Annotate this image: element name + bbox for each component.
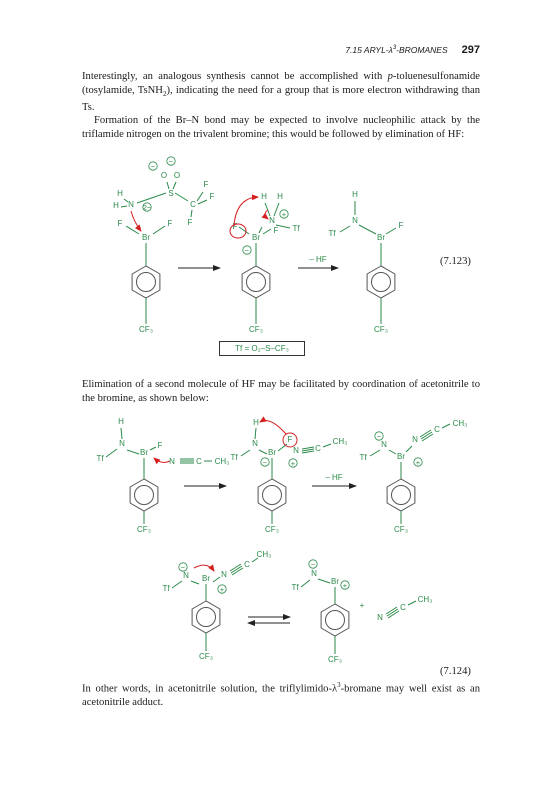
bromine-charge: + [342, 580, 348, 590]
hydrogen-atom: H [352, 190, 358, 199]
bond [213, 577, 220, 582]
cf3-group: CF₃ [328, 655, 342, 664]
bond [386, 228, 396, 234]
aromatic-circle [137, 273, 156, 292]
fluorine-atom: F [209, 192, 215, 201]
hydrogen-atom: H [253, 418, 259, 427]
scheme-7-123 [113, 157, 403, 334]
bond [255, 428, 256, 439]
bond [274, 203, 279, 216]
methyl-group: CH₃ [452, 419, 468, 428]
paragraph-4: In other words, in acetonitrile solution, the triflylimido-$\lambda^3$-bromane may well exist as an acetonitrile adduct. [82, 681, 480, 709]
scheme-7-124 [96, 417, 467, 664]
bond [389, 450, 396, 454]
bond [106, 449, 117, 457]
carbon-atom: C [196, 457, 202, 466]
aromatic-circle [247, 273, 266, 292]
n-to-br-bond-arrow [194, 565, 214, 571]
section-title: 7.15 ARYL-$\lambda^3$-BROMANES [345, 45, 448, 55]
bond [153, 226, 165, 234]
oxygen-charge: − [150, 161, 156, 171]
bromine-charge: − [244, 245, 250, 255]
carbon-atom: C [190, 200, 196, 209]
tf-definition-box: Tf = O₂–S–CF₃ [219, 341, 305, 356]
dianion-charge: 2− [142, 202, 152, 212]
hydrogen-atom: H [277, 192, 283, 201]
bond [302, 447, 314, 449]
bond [197, 192, 203, 201]
oxygen-charge: − [168, 156, 174, 166]
aromatic-circle [197, 608, 216, 627]
bond [241, 450, 250, 456]
bromine-atom: Br [202, 574, 210, 583]
bond [302, 449, 314, 451]
plus-sign: + [359, 601, 365, 610]
f-to-h-arrow [260, 421, 286, 435]
bond [265, 203, 270, 216]
paragraph-2: Formation of the Br–N bond may be expected to involve nucleophilic attack by the triflamide nitrogen on the trivalent bromine; this would be followed by elimination of HF: [82, 115, 480, 140]
triflyl-group: Tf [359, 453, 367, 462]
nitrogen-atom: N [293, 446, 299, 455]
nitrogen-atom: N [352, 216, 358, 225]
equation-number-2: (7.124) [440, 666, 471, 677]
cf3-group: CF₃ [139, 325, 153, 334]
nitrile-to-br-arrow [154, 458, 170, 462]
fluorine-atom: F [232, 222, 238, 231]
carbon-atom: C [434, 425, 440, 434]
cf3-group: CF₃ [137, 525, 151, 534]
fluorine-atom: F [203, 180, 209, 189]
triflyl-group: Tf [96, 454, 104, 463]
aromatic-circle [326, 611, 345, 630]
bond [406, 446, 412, 452]
carbon-atom: C [315, 444, 321, 453]
bond [126, 226, 139, 234]
bromine-atom: Br [397, 452, 405, 461]
bond [239, 227, 249, 234]
bond [137, 193, 166, 203]
triflyl-group: Tf [230, 453, 238, 462]
nitrile-charge: + [219, 584, 225, 594]
bromine-atom: Br [268, 448, 276, 457]
bond [318, 579, 330, 583]
bromine-atom: Br [252, 233, 260, 242]
cf3-group: CF₃ [199, 652, 213, 661]
nitrogen-atom: N [311, 569, 317, 578]
paragraph-1: Interestingly, an analogous synthesis cannot be accomplished with p-toluenesulfonamide (tosylamide, TsNH$_2$), indicating the need for a group that is more electron withdrawing than Ts. [82, 71, 480, 114]
hydrogen-atom: H [118, 417, 124, 426]
n-to-br-arrow [131, 211, 141, 231]
nitrogen-charge: + [281, 209, 287, 219]
nitrogen-atom: N [183, 571, 189, 580]
bromine-atom: Br [140, 448, 148, 457]
triflyl-group: Tf [291, 583, 299, 592]
oxygen-atom: O [160, 171, 168, 180]
bond [167, 182, 169, 189]
hydrogen-atom: H [261, 192, 267, 201]
nitrogen-atom: N [381, 440, 387, 449]
nitrogen-charge: − [180, 562, 186, 572]
nitrogen-atom: N [412, 435, 418, 444]
bond [191, 581, 199, 584]
bromine-atom: Br [377, 233, 385, 242]
bond [359, 225, 376, 234]
bond [263, 229, 271, 234]
minus-hf-label: – HF [325, 473, 343, 482]
oxygen-atom: O [173, 171, 181, 180]
cf3-group: CF₃ [265, 525, 279, 534]
bond [323, 444, 331, 447]
aromatic-circle [392, 486, 411, 505]
bond [442, 424, 450, 428]
fluorine-atom: F [398, 221, 404, 230]
hydrogen-atom: H [117, 189, 123, 198]
bond [173, 182, 176, 189]
methyl-group: CH₃ [214, 457, 230, 466]
bond [302, 451, 314, 453]
fluorine-atom: F [117, 219, 123, 228]
triflyl-group: Tf [292, 224, 300, 233]
carbon-atom: C [244, 560, 250, 569]
triflyl-group: Tf [162, 584, 170, 593]
fluorine-atom: F [287, 435, 293, 444]
bond [191, 210, 192, 217]
bromine-charge: + [415, 457, 421, 467]
bond [198, 200, 207, 204]
nitrogen-atom: N [252, 439, 258, 448]
bond [172, 581, 182, 588]
nitrile-charge: + [290, 458, 296, 468]
aromatic-circle [372, 273, 391, 292]
bond [370, 450, 380, 456]
nitrogen-charge: − [376, 431, 382, 441]
minus-hf-label: – HF [309, 255, 327, 264]
nitrogen-atom: N [269, 216, 275, 225]
bond [175, 193, 188, 201]
carbon-atom: C [400, 603, 406, 612]
nitrogen-atom: N [169, 457, 175, 466]
nitrogen-atom: N [119, 439, 125, 448]
bond [259, 450, 267, 454]
aromatic-circle [135, 486, 154, 505]
bromine-charge: − [262, 457, 268, 467]
page-number: 297 [461, 44, 480, 56]
fluorine-atom: F [273, 226, 279, 235]
fluorine-atom: F [187, 218, 193, 227]
bond [408, 601, 416, 605]
f-to-h-arrow [234, 197, 258, 226]
nitrogen-charge: − [310, 559, 316, 569]
cf3-group: CF₃ [374, 325, 388, 334]
bond [121, 428, 122, 439]
triflyl-group: Tf [328, 229, 336, 238]
bromine-atom: Br [142, 233, 150, 242]
bond [121, 206, 127, 207]
aromatic-circle [263, 486, 282, 505]
equation-number-1: (7.123) [440, 256, 471, 267]
nh-bond-arrow [265, 210, 268, 219]
cf3-group: CF₃ [249, 325, 263, 334]
bond [301, 580, 310, 587]
cf3-group: CF₃ [394, 525, 408, 534]
fluorine-highlight [230, 224, 246, 238]
hydrogen-atom: H [113, 201, 119, 210]
bond [259, 227, 262, 233]
bromine-atom: Br [331, 577, 339, 586]
nitrogen-atom: N [377, 613, 383, 622]
paragraph-3: Elimination of a second molecule of HF may be facilitated by coordination of acetonitrile to the bromine, as shown below: [82, 379, 480, 404]
methyl-group: CH₃ [256, 550, 272, 559]
sulfur-atom: S [168, 189, 174, 198]
bond [340, 226, 350, 232]
bond [150, 447, 156, 450]
fluorine-atom: F [157, 441, 163, 450]
methyl-group: CH₃ [417, 595, 433, 604]
methyl-group: CH₃ [332, 437, 348, 446]
fluorine-atom: F [167, 219, 173, 228]
nitrogen-atom: N [128, 200, 134, 209]
bond [127, 450, 139, 454]
nitrogen-atom: N [221, 570, 227, 579]
